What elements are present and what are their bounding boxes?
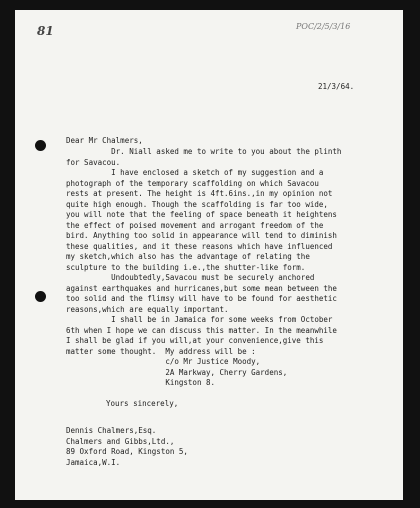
- body-line: too solid and the flimsy will have to be found for aesthetic: [66, 294, 337, 303]
- archive-reference: POC/2/5/3/16: [296, 22, 351, 31]
- body-line: sculpture to the building i.e.,the shutter-like form.: [66, 262, 306, 272]
- body-line: 6th when I hope we can discuss this matter. In the meanwhile: [66, 325, 337, 335]
- letter-body: [66, 147, 341, 389]
- body-line: photograph of the temporary scaffolding on which Savacou: [66, 178, 319, 188]
- recipient-line: Jamaica,W.I.: [66, 457, 121, 467]
- salutation: Dear Mr Chalmers,: [66, 136, 143, 145]
- body-line: matter some thought. My address will be :: [66, 346, 256, 356]
- body-line: Undoubtedly,Savacou must be securely anchored: [66, 273, 315, 282]
- body-line: for Savacou.: [66, 157, 121, 167]
- recipient-line: Chalmers and Gibbs,Ltd.,: [66, 436, 175, 446]
- body-line: 2A Markway, Cherry Gardens,: [66, 367, 288, 377]
- scan-bottom-edge: [0, 500, 420, 508]
- body-line: c/o Mr Justice Moody,: [66, 357, 261, 366]
- punch-hole-bottom: [35, 291, 46, 302]
- recipient-line: Dennis Chalmers,Esq.: [66, 426, 157, 435]
- body-line: reasons,which are equally important.: [66, 304, 229, 314]
- body-line: Kingston 8.: [66, 378, 216, 387]
- body-line: these qualities, and it these reasons which have influenced: [66, 241, 333, 251]
- body-line: the effect of poised movement and arrogant freedom of the: [66, 220, 324, 230]
- punch-hole-top: [35, 140, 46, 151]
- body-line: against earthquakes and hurricanes,but some mean between the: [66, 283, 337, 293]
- body-line: my sketch,which also has the advantage of relating the: [66, 252, 310, 261]
- body-line: I shall be glad if you will,at your convenience,give this: [66, 336, 324, 345]
- body-line: Dr. Niall asked me to write to you about the plinth: [66, 147, 342, 156]
- body-line: rests at present. The height is 4ft.6ins.,in my opinion not: [66, 189, 333, 198]
- recipient-line: 89 Oxford Road, Kingston 5,: [66, 447, 188, 456]
- body-line: I shall be in Jamaica for some weeks from October: [66, 315, 333, 324]
- body-line: bird. Anything too solid in appearance will tend to diminish: [66, 231, 337, 240]
- body-line: you will note that the feeling of space beneath it heightens: [66, 210, 337, 219]
- corner-mark: 81: [37, 24, 54, 38]
- closing: Yours sincerely,: [106, 399, 179, 408]
- body-line: I have enclosed a sketch of my suggestion and a: [66, 168, 324, 177]
- letter-date: 21/3/64.: [318, 82, 355, 91]
- recipient-address: [66, 426, 188, 468]
- body-line: quite high enough. Though the scaffolding is far too wide,: [66, 199, 328, 209]
